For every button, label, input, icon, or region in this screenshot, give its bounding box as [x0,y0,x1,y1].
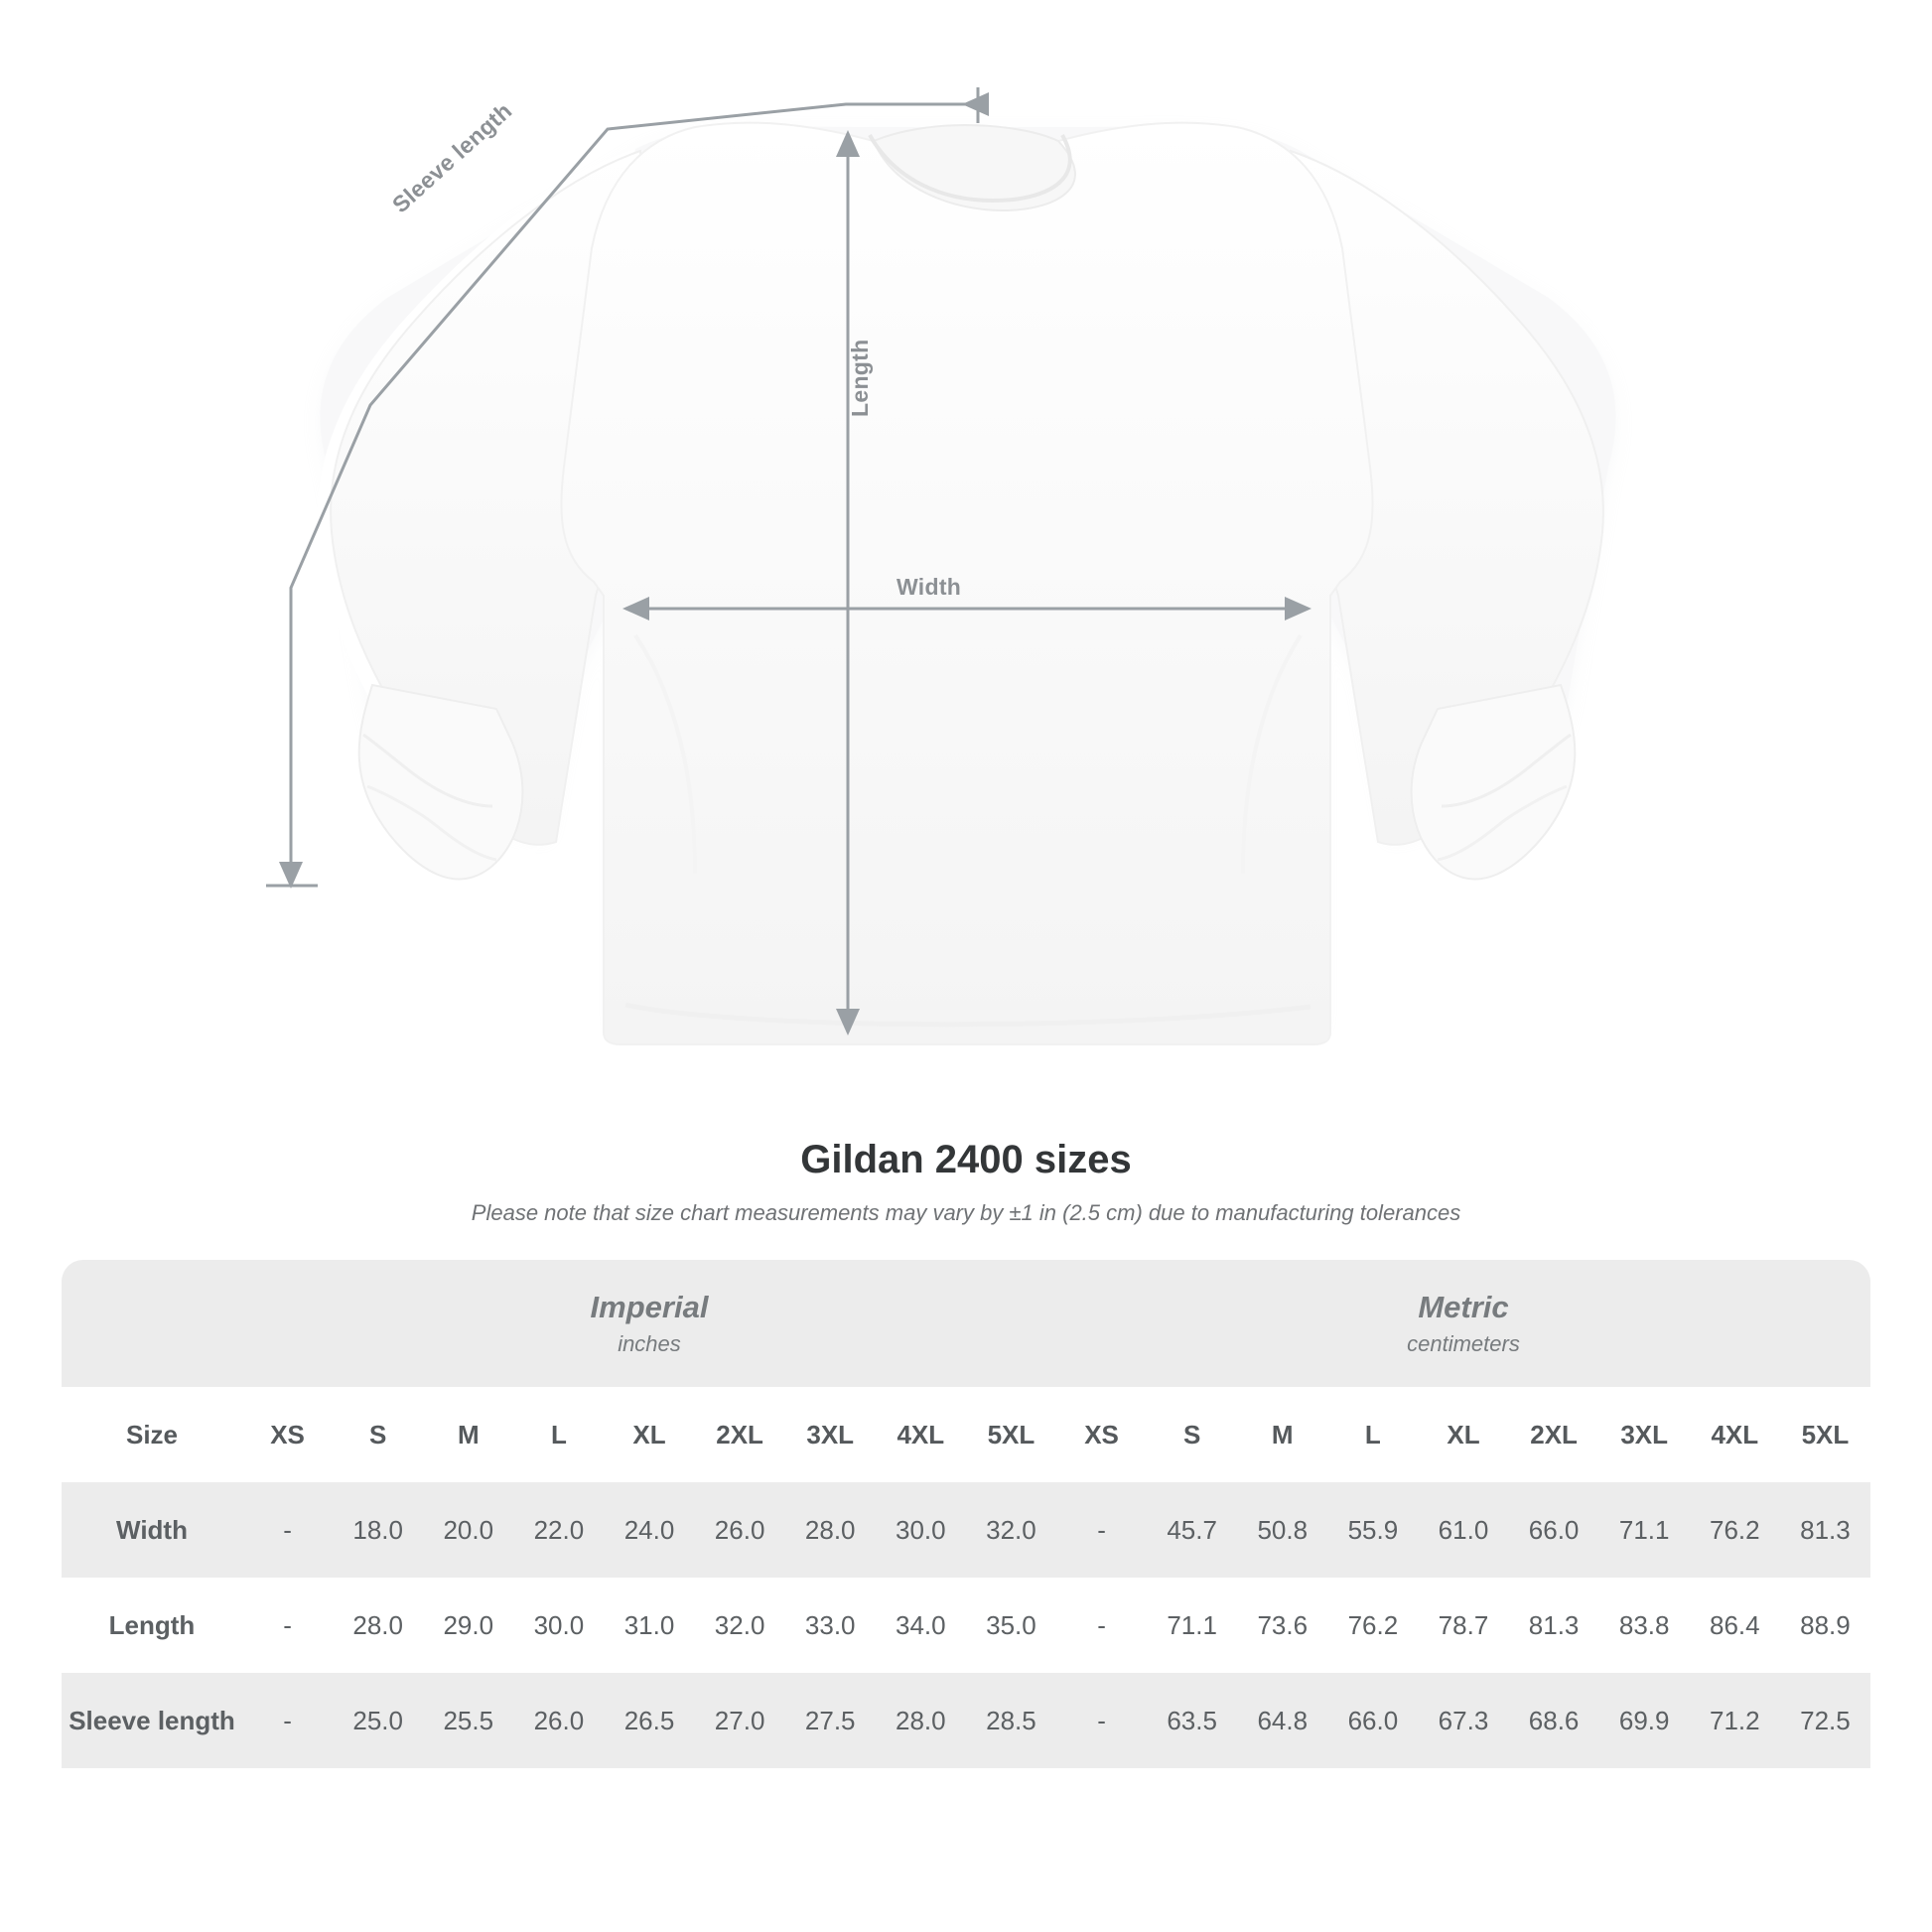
cell-sleeve-imperial-xs: - [242,1673,333,1768]
cell-sleeve-imperial-s: 25.0 [333,1673,423,1768]
cell-width-imperial-l: 22.0 [513,1482,604,1578]
size-header-imperial-4xl: 4XL [876,1387,966,1482]
cell-width-imperial-xl: 24.0 [604,1482,694,1578]
cell-length-imperial-xl: 31.0 [604,1578,694,1673]
cell-width-metric-m: 50.8 [1237,1482,1327,1578]
cell-width-imperial-3xl: 28.0 [785,1482,876,1578]
length-label: Length [847,339,873,417]
unit-header-imperial [242,1260,1056,1387]
size-header-metric-2xl: 2XL [1509,1387,1599,1482]
cell-length-metric-5xl: 88.9 [1780,1578,1870,1673]
unit-header-metric [1056,1260,1870,1387]
cell-width-metric-l: 55.9 [1327,1482,1418,1578]
cell-length-metric-l: 76.2 [1327,1578,1418,1673]
cell-width-imperial-xs: - [242,1482,333,1578]
size-header-label: Size [62,1387,242,1482]
cell-width-imperial-4xl: 30.0 [876,1482,966,1578]
cell-sleeve-metric-3xl: 69.9 [1599,1673,1690,1768]
cell-sleeve-metric-l: 66.0 [1327,1673,1418,1768]
tolerance-note: Please note that size chart measurements may vary by ±1 in (2.5 cm) due to manufacturing tolerances [471,1200,1461,1225]
cell-length-imperial-2xl: 32.0 [695,1578,785,1673]
cell-length-imperial-5xl: 35.0 [966,1578,1056,1673]
size-header-metric-4xl: 4XL [1690,1387,1780,1482]
cell-sleeve-metric-4xl: 71.2 [1690,1673,1780,1768]
cell-length-metric-xl: 78.7 [1418,1578,1508,1673]
unit-name-imperial: Imperial [590,1290,709,1324]
size-header-metric-xl: XL [1418,1387,1508,1482]
cell-length-metric-s: 71.1 [1147,1578,1237,1673]
cell-width-metric-4xl: 76.2 [1690,1482,1780,1578]
cell-width-metric-5xl: 81.3 [1780,1482,1870,1578]
cell-length-imperial-3xl: 33.0 [785,1578,876,1673]
title-block [0,1138,1932,1226]
size-header-imperial-3xl: 3XL [785,1387,876,1482]
size-header-imperial-s: S [333,1387,423,1482]
size-header-row [62,1387,1870,1482]
cell-width-imperial-5xl: 32.0 [966,1482,1056,1578]
cell-sleeve-metric-s: 63.5 [1147,1673,1237,1768]
sleeve-length-label: Sleeve length [387,97,517,218]
cell-sleeve-imperial-4xl: 28.0 [876,1673,966,1768]
cell-width-metric-3xl: 71.1 [1599,1482,1690,1578]
page-title: Gildan 2400 sizes [800,1138,1132,1181]
size-header-imperial-2xl: 2XL [695,1387,785,1482]
size-header-imperial-l: L [513,1387,604,1482]
table-row [62,1578,1870,1673]
cell-sleeve-imperial-m: 25.5 [423,1673,513,1768]
unit-sub-metric: centimeters [1407,1331,1520,1356]
table-row [62,1482,1870,1578]
size-header-imperial-m: M [423,1387,513,1482]
size-chart-table-wrapper [62,1260,1870,1768]
size-header-metric-xs: XS [1056,1387,1147,1482]
cell-length-metric-xs: - [1056,1578,1147,1673]
cell-width-metric-xs: - [1056,1482,1147,1578]
cell-length-imperial-xs: - [242,1578,333,1673]
row-label-length: Length [62,1578,242,1673]
unit-sub-imperial: inches [618,1331,681,1356]
unit-header-row [62,1260,1870,1387]
cell-width-metric-xl: 61.0 [1418,1482,1508,1578]
cell-sleeve-imperial-l: 26.0 [513,1673,604,1768]
table-row [62,1673,1870,1768]
unit-name-metric: Metric [1418,1290,1509,1324]
cell-length-metric-2xl: 81.3 [1509,1578,1599,1673]
cell-sleeve-metric-xs: - [1056,1673,1147,1768]
cell-width-metric-s: 45.7 [1147,1482,1237,1578]
cell-sleeve-metric-2xl: 68.6 [1509,1673,1599,1768]
cell-width-imperial-m: 20.0 [423,1482,513,1578]
cell-width-metric-2xl: 66.0 [1509,1482,1599,1578]
row-label-width: Width [62,1482,242,1578]
cell-width-imperial-2xl: 26.0 [695,1482,785,1578]
cell-length-metric-4xl: 86.4 [1690,1578,1780,1673]
row-label-sleeve-length: Sleeve length [62,1673,242,1768]
cell-length-imperial-m: 29.0 [423,1578,513,1673]
cell-sleeve-metric-m: 64.8 [1237,1673,1327,1768]
size-header-metric-5xl: 5XL [1780,1387,1870,1482]
cell-sleeve-metric-5xl: 72.5 [1780,1673,1870,1768]
size-header-metric-m: M [1237,1387,1327,1482]
cell-length-metric-m: 73.6 [1237,1578,1327,1673]
cell-length-imperial-s: 28.0 [333,1578,423,1673]
size-header-metric-3xl: 3XL [1599,1387,1690,1482]
size-chart-table [62,1260,1870,1768]
cell-sleeve-imperial-2xl: 27.0 [695,1673,785,1768]
size-header-imperial-xl: XL [604,1387,694,1482]
cell-sleeve-imperial-5xl: 28.5 [966,1673,1056,1768]
width-label: Width [897,574,962,600]
cell-length-imperial-l: 30.0 [513,1578,604,1673]
size-header-metric-s: S [1147,1387,1237,1482]
unit-header-spacer [62,1260,242,1387]
cell-length-imperial-4xl: 34.0 [876,1578,966,1673]
size-header-imperial-xs: XS [242,1387,333,1482]
cell-length-metric-3xl: 83.8 [1599,1578,1690,1673]
cell-sleeve-imperial-3xl: 27.5 [785,1673,876,1768]
size-header-imperial-5xl: 5XL [966,1387,1056,1482]
cell-sleeve-imperial-xl: 26.5 [604,1673,694,1768]
size-header-metric-l: L [1327,1387,1418,1482]
cell-width-imperial-s: 18.0 [333,1482,423,1578]
cell-sleeve-metric-xl: 67.3 [1418,1673,1508,1768]
